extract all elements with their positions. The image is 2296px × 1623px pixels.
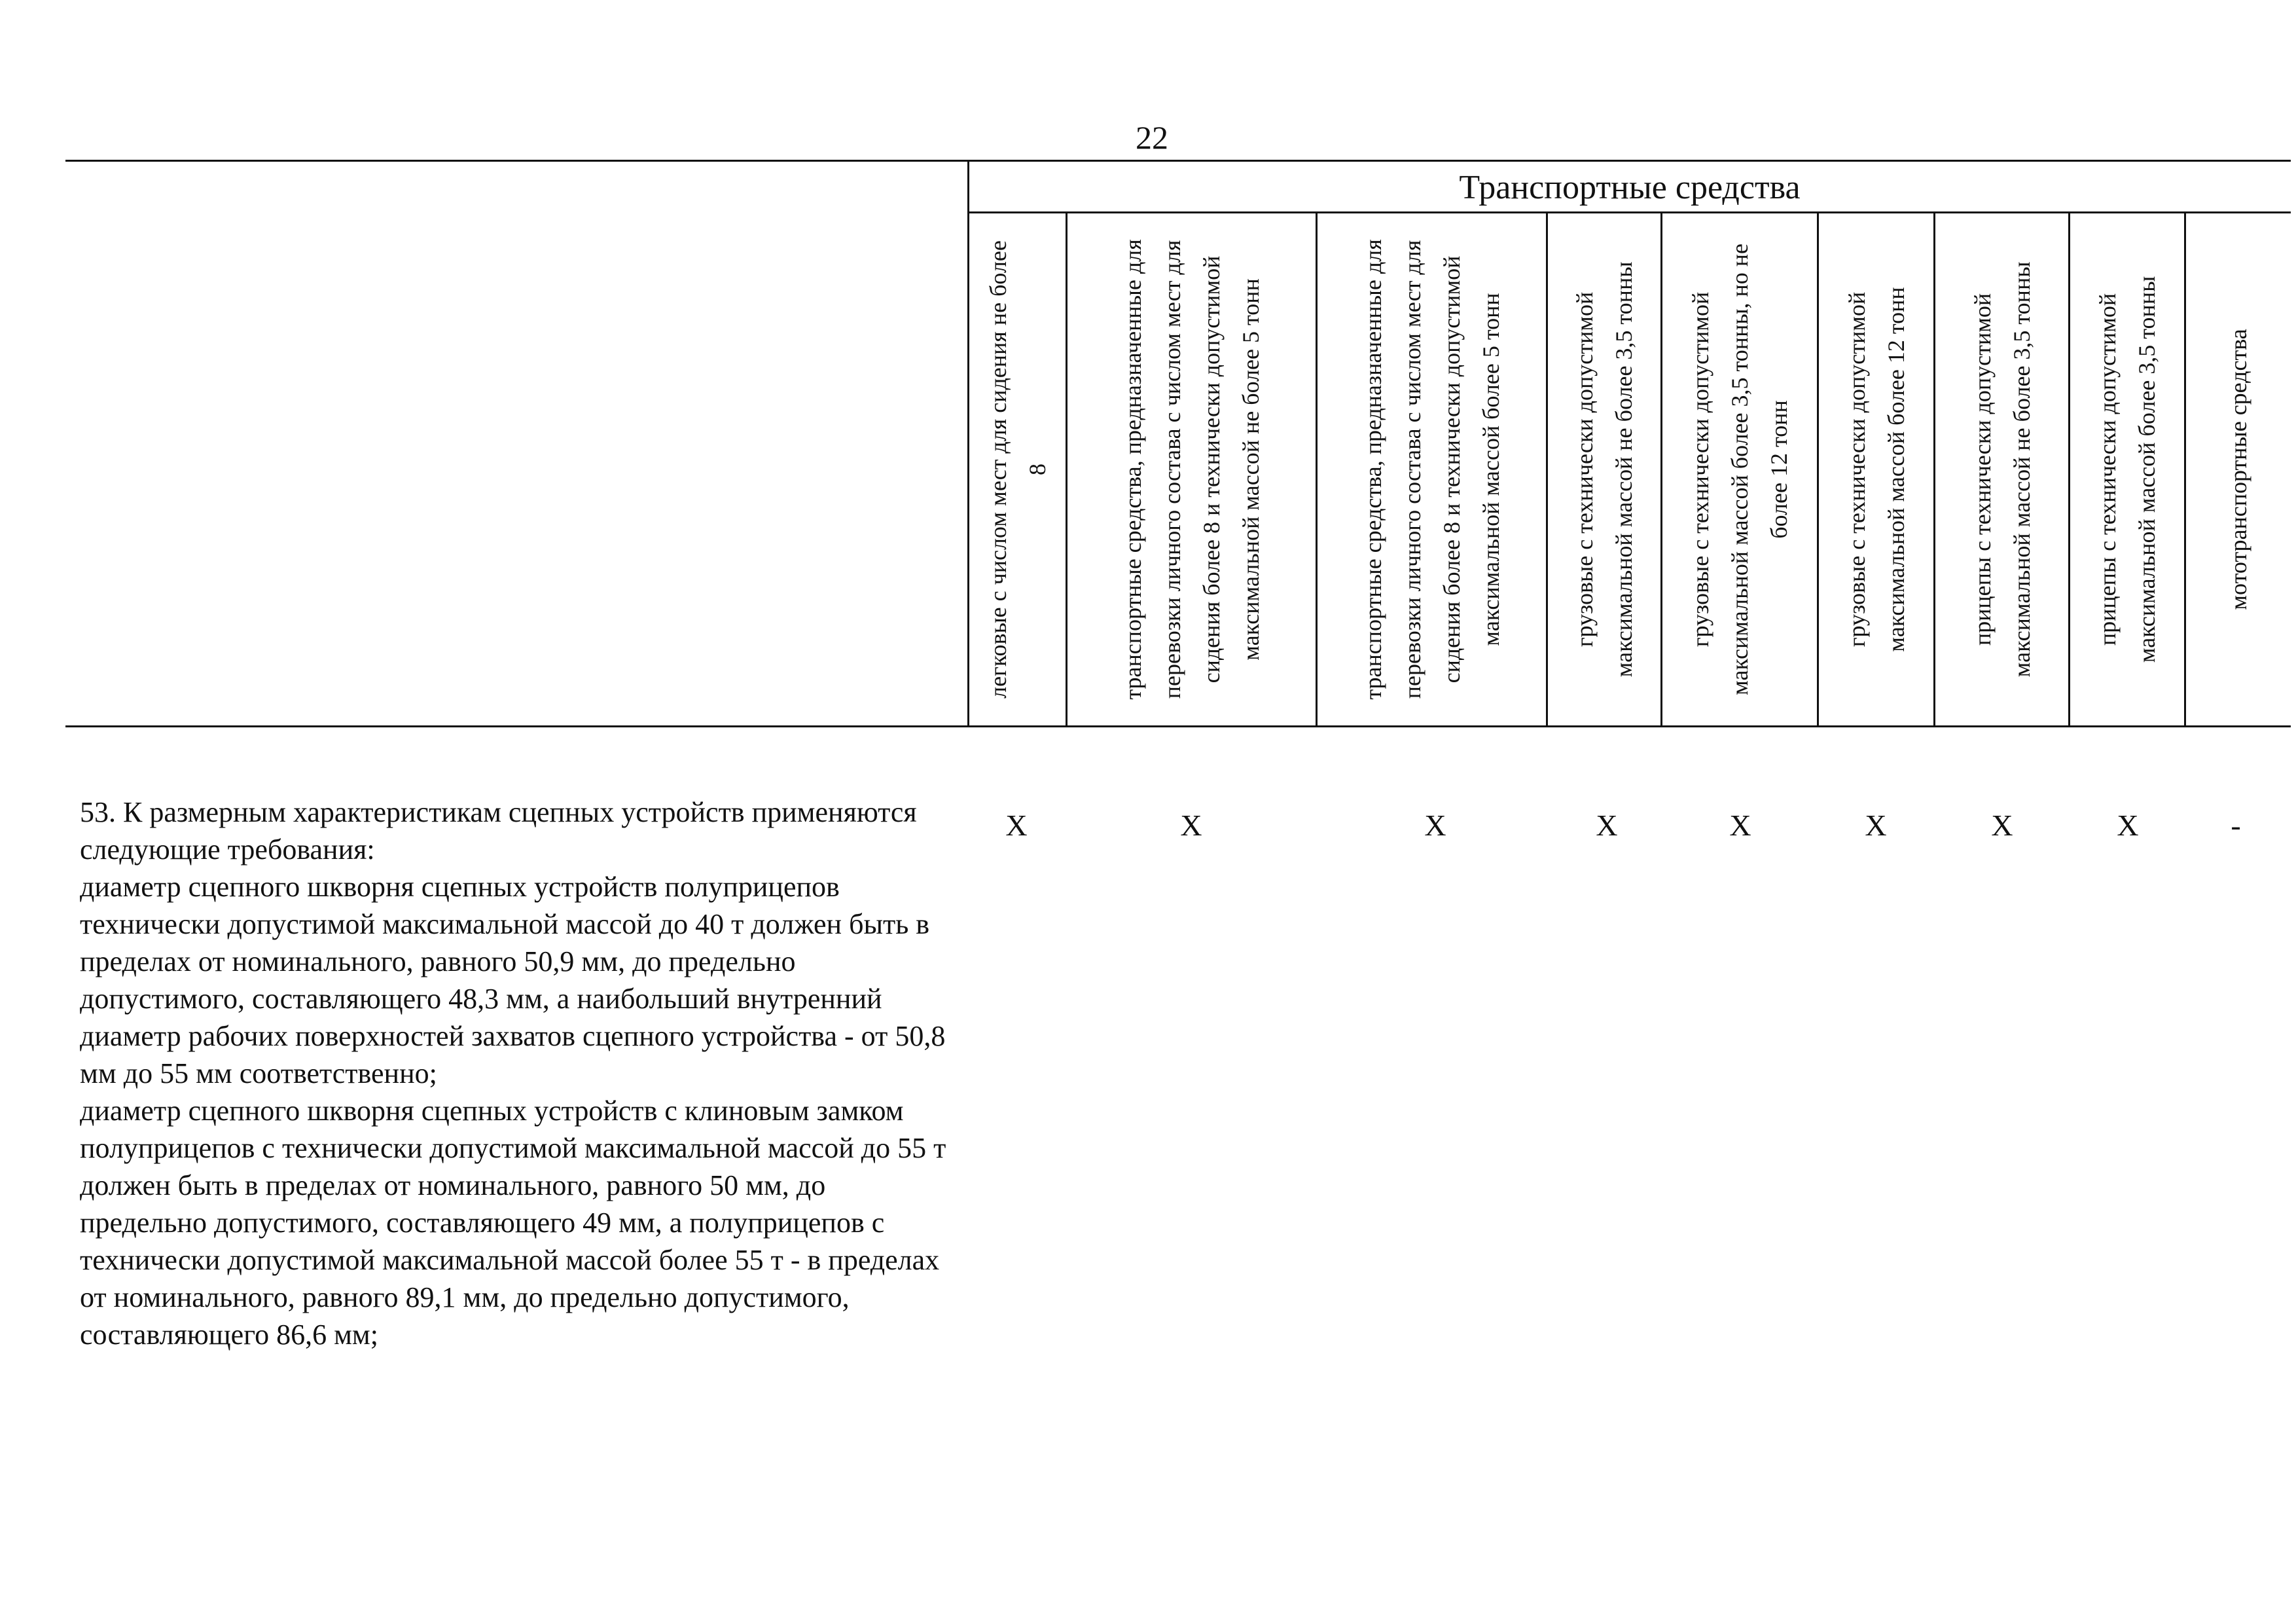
table-top-rule [65, 160, 2291, 162]
requirement-paragraph: 53. К размерным характеристикам сцепных устройств применяются следующие требования: [80, 796, 917, 866]
column-header [1662, 213, 1817, 725]
applicability-mark: X [1865, 809, 1887, 842]
column-header-label: грузовые с технически допустимой максимальной массой не более 3,5 тонны [1571, 261, 1637, 678]
column-header [1318, 213, 1546, 725]
table-header-bottom-rule [65, 725, 2291, 727]
column-header [2070, 213, 2184, 725]
column-header [969, 213, 1066, 725]
column-header [1935, 213, 2068, 725]
column-header [2186, 213, 2291, 725]
column-header-label: прицепы с технически допустимой максимальной массой более 3,5 тонны [2094, 276, 2160, 663]
applicability-mark: X [1005, 809, 1028, 842]
group-header: Транспортные средства [1459, 169, 1801, 206]
column-header [1819, 213, 1933, 725]
applicability-mark: X [1424, 809, 1446, 842]
column-header-label: транспортные средства, предназначенные для перевозки личного состава с числом мест для сидения более 8 и технически допустимой максимальной массой более 5 тонн [1359, 239, 1504, 700]
requirement-paragraph: диаметр сцепного шкворня сцепных устройств полуприцепов технически допустимой максимальной массой до 40 т должен быть в пределах от номинального, равного 50,9 мм, до предельно допустимого, составляющего 48,3 мм, а наибольший внутренний диаметр рабочих поверхностей захватов сцепного устройства - от 50,8 мм до 55 мм соответственно; [80, 871, 946, 1089]
requirement-paragraph: диаметр сцепного шкворня сцепных устройств с клиновым замком полуприцепов с технически допустимой максимальной массой до 55 т должен быть в пределах от номинального, равного 50 мм, до предельно допустимого, составляющего 49 мм, а полуприцепов с технически допустимой максимальной массой более 55 т - в пределах от номинального, равного 89,1 мм, до предельно допустимого, составляющего 86,6 мм; [80, 1095, 946, 1351]
column-header [1067, 213, 1316, 725]
requirement-text [80, 793, 957, 1353]
column-header-label: прицепы с технически допустимой максимальной массой не более 3,5 тонны [1969, 261, 2035, 678]
column-header-label: легковые с числом мест для сидения не более 8 [984, 240, 1050, 699]
page-number: 22 [1136, 119, 1168, 156]
applicability-mark: X [1729, 809, 1751, 842]
applicability-mark: X [1180, 809, 1202, 842]
applicability-mark: X [1596, 809, 1618, 842]
applicability-mark: X [2117, 809, 2139, 842]
column-header-label: грузовые с технически допустимой максимальной массой более 12 тонн [1843, 287, 1909, 652]
applicability-mark: X [1991, 809, 2013, 842]
column-header-label: транспортные средства, предназначенные для перевозки личного состава с числом мест для сидения более 8 и технически допустимой максимальной массой не более 5 тонн [1119, 239, 1264, 700]
column-header-label: грузовые с технически допустимой максимальной массой более 3,5 тонны, но не более 12 тонн [1687, 243, 1792, 696]
applicability-mark: - [2231, 809, 2241, 842]
column-header-label: мототранспортные средства [2225, 329, 2251, 610]
column-header [1548, 213, 1660, 725]
